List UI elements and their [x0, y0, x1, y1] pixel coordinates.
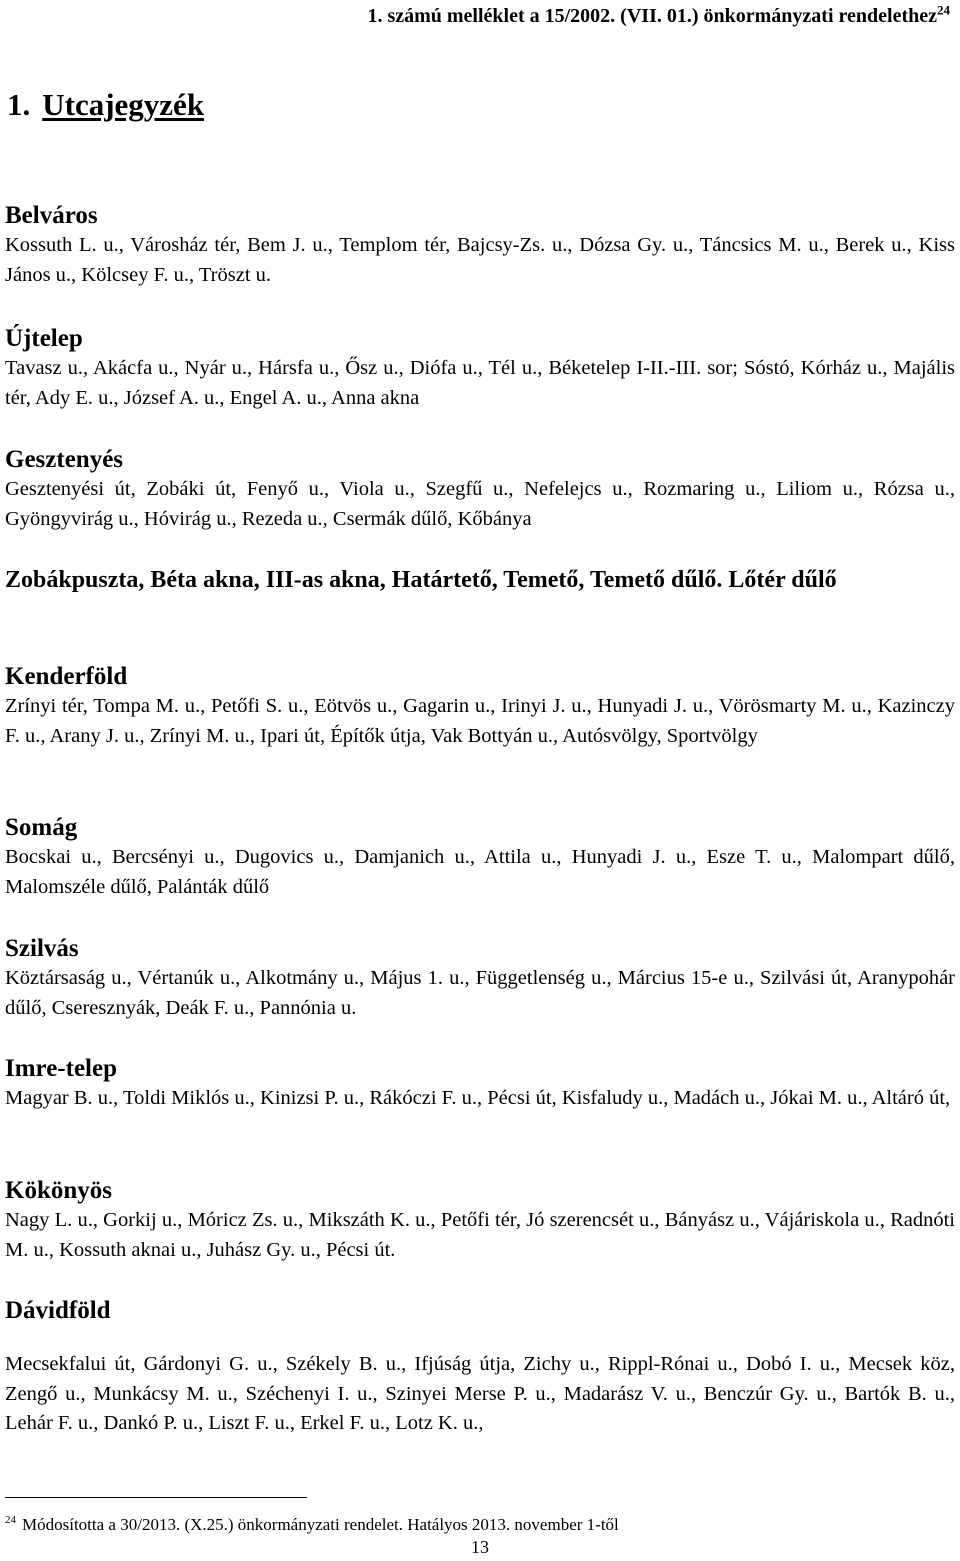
section-streets: Magyar B. u., Toldi Miklós u., Kinizsi P. u., Rákóczi F. u., Pécsi út, Kisfaludy u., Madách u., Jókai M. u., Altáró út, [5, 1087, 951, 1109]
section-ujtelep [5, 324, 955, 413]
section-streets: Zrínyi tér, Tompa M. u., Petőfi S. u., Eötvös u., Gagarin u., Irinyi J. u., Hunyadi J. u., Vörösmarty M. u., Kazinczy F. u., Arany J. u., Zrínyi M. u., Ipari út, Építők útja, Vak Bottyán u., Autósvölgy, Sportvölgy [5, 695, 955, 747]
footnote-number: 24 [5, 1514, 16, 1527]
header-footnote-ref[interactable]: 24 [937, 2, 950, 18]
section-heading: Újtelep [5, 325, 83, 352]
page-number: 13 [471, 1537, 489, 1557]
section-heading: Szilvás [5, 935, 79, 962]
title-number: 1. [7, 87, 31, 122]
section-kenderfold [5, 662, 955, 751]
section-kokonyos [5, 1176, 955, 1265]
section-szilvas [5, 934, 955, 1023]
section-heading: Dávidföld [5, 1297, 111, 1324]
section-streets: Kossuth L. u., Városház tér, Bem J. u., Templom tér, Bajcsy-Zs. u., Dózsa Gy. u., Táncsics M. u., Berek u., Kiss János u., Kölcsey F. u., Tröszt u. [5, 234, 955, 286]
section-heading: Kenderföld [5, 663, 128, 690]
section-belvaros [5, 201, 955, 290]
section-streets: Tavasz u., Akácfa u., Nyár u., Hársfa u., Ősz u., Diófa u., Tél u., Béketelep I-II.-III. sor; Sóstó, Kórház u., Majális tér, Ady E. u., József A. u., Engel A. u., Anna akna [5, 357, 955, 409]
section-streets: Mecsekfalui út, Gárdonyi G. u., Székely B. u., Ifjúság útja, Zichy u., Rippl-Rónai u., Dobó I. u., Mecsek köz, Zengő u., Munkácsy M. u., Széchenyi I. u., Szinyei Merse P. u., Madarász V. u., Benczúr Gy. u., Bartók B. u., Lehár F. u., Dankó P. u., Liszt F. u., Erkel F. u., Lotz K. u., [5, 1353, 955, 1434]
section-heading: Kökönyös [5, 1177, 112, 1204]
section-streets: Nagy L. u., Gorkij u., Móricz Zs. u., Mikszáth K. u., Petőfi tér, Jó szerencsét u., Bányász u., Vájáriskola u., Radnóti M. u., Kossuth aknai u., Juhász Gy. u., Pécsi út. [5, 1209, 955, 1261]
header-text: 1. számú melléklet a 15/2002. (VII. 01.) önkormányzati rendelethez [367, 5, 937, 27]
footnote-separator [5, 1497, 307, 1498]
section-imre-telep [5, 1054, 955, 1114]
document-title [7, 86, 204, 124]
section-davidfold [5, 1296, 955, 1439]
section-streets: Gesztenyési út, Zobáki út, Fenyő u., Viola u., Szegfű u., Nefelejcs u., Rozmaring u., Liliom u., Rózsa u., Gyöngyvirág u., Hóvirág u., Rezeda u., Csermák dűlő, Kőbánya [5, 478, 955, 530]
page-header [0, 4, 960, 28]
title-text: Utcajegyzék [42, 87, 205, 122]
footnote [5, 1514, 619, 1536]
section-heading: Gesztenyés [5, 446, 124, 473]
section-gesztenyes [5, 445, 955, 534]
section-heading: Belváros [5, 202, 98, 229]
footnote-text: Módosította a 30/2013. (X.25.) önkormányzati rendelet. Hatályos 2013. november 1-től [22, 1515, 619, 1534]
section-streets: Bocskai u., Bercsényi u., Dugovics u., Damjanich u., Attila u., Hunyadi J. u., Esze T. u., Malompart dűlő, Malomszéle dűlő, Palánták dűlő [5, 846, 955, 898]
section-somag [5, 813, 955, 902]
section-streets: Köztársaság u., Vértanúk u., Alkotmány u., Május 1. u., Függetlenség u., Március 15-e u., Szilvási út, Aranypohár dűlő, Cseresznyák, Deák F. u., Pannónia u. [5, 967, 955, 1019]
section-heading: Imre-telep [5, 1055, 117, 1082]
section-zobakpuszta: Zobákpuszta, Béta akna, III-as akna, Határtető, Temető, Temető dűlő. Lőtér dűlő [5, 567, 837, 593]
section-heading: Somág [5, 814, 78, 841]
